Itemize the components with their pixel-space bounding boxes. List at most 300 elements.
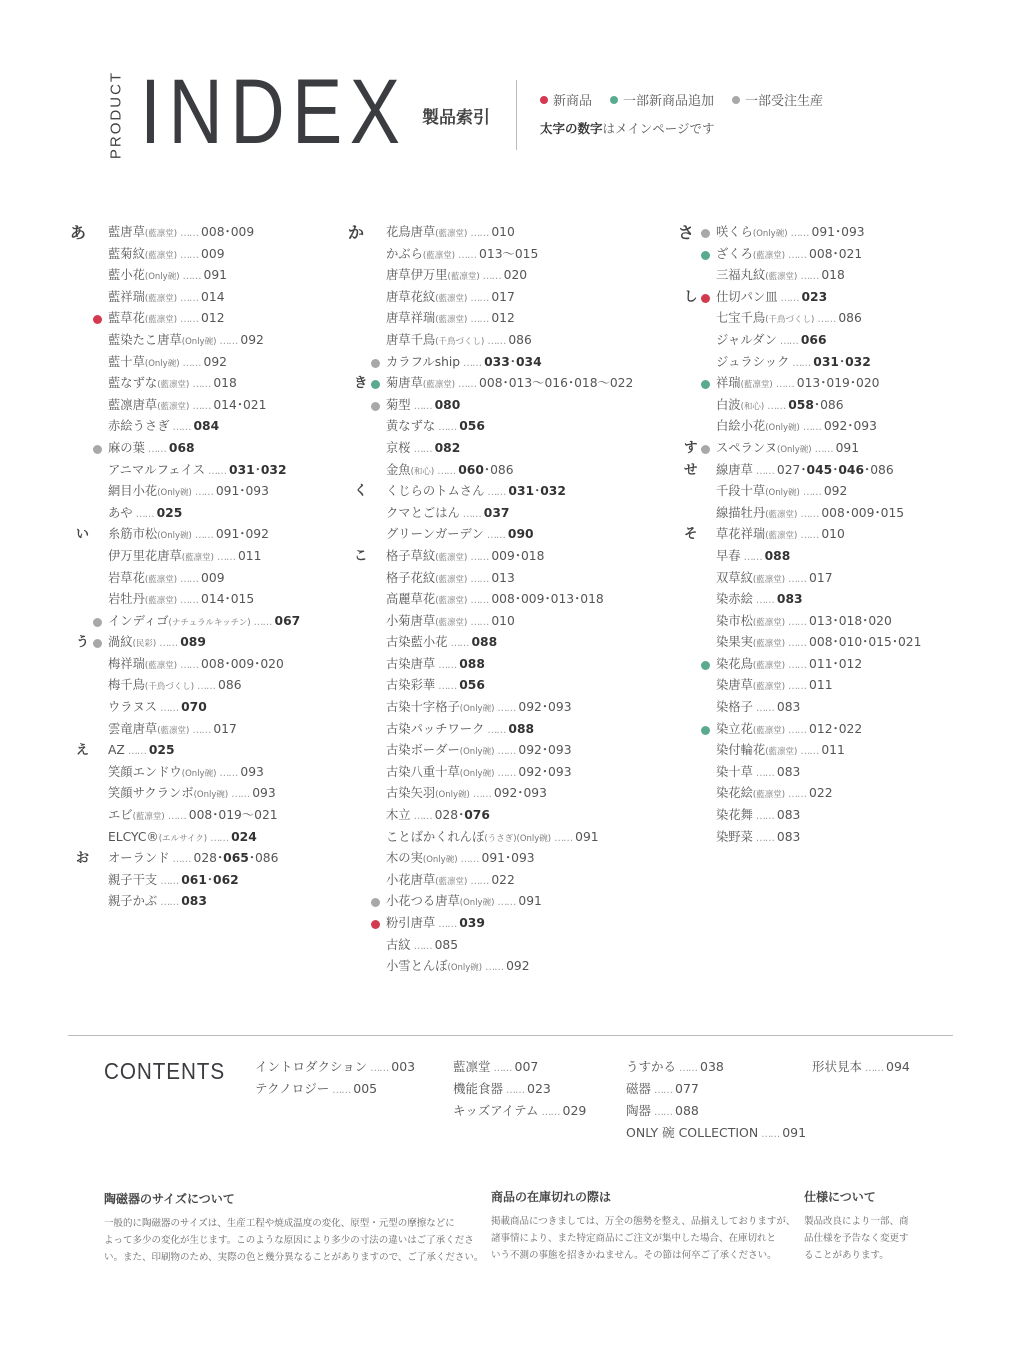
leader-dots: …… xyxy=(370,1063,389,1074)
index-entry-body xyxy=(716,395,844,419)
product-name: 染赤絵 xyxy=(716,592,753,607)
product-name: 雲竜唐草 xyxy=(108,721,158,736)
product-series: (Only碗) xyxy=(157,488,192,499)
product-name: スペランヌ xyxy=(716,440,777,455)
product-series: (藍凛堂) xyxy=(144,660,178,671)
page-separator: ･ xyxy=(505,851,512,866)
leader-dots: …… xyxy=(192,400,211,412)
product-series: (ナチュラルキッチン) xyxy=(168,617,251,628)
product-name: 藍菊紋 xyxy=(108,246,145,261)
page-number: 012 xyxy=(838,656,863,671)
legend xyxy=(540,90,841,109)
index-entry-body xyxy=(108,589,254,613)
product-name: 糸筋市松 xyxy=(108,527,158,542)
page-separator: ･ xyxy=(224,225,231,239)
contents-page: 029 xyxy=(562,1103,587,1118)
contents-item[interactable] xyxy=(453,1059,538,1077)
page-number: 093 xyxy=(548,700,572,715)
index-entry-body xyxy=(386,913,485,936)
page-number: 092 xyxy=(506,959,530,974)
product-series: (藍凛堂) xyxy=(765,531,798,542)
index-entry-body xyxy=(108,827,257,851)
product-name: 古染十字格子 xyxy=(386,700,460,715)
page-separator: ･ xyxy=(514,548,521,563)
leader-dots: …… xyxy=(194,487,213,499)
index-entry-body xyxy=(386,611,515,635)
page-number: 083 xyxy=(776,592,803,607)
page-separator: ･ xyxy=(541,764,549,779)
contents-item[interactable] xyxy=(626,1081,699,1099)
product-series: (藍凛堂) xyxy=(765,509,798,520)
index-entry-body xyxy=(386,740,572,764)
status-dot-icon xyxy=(701,251,710,260)
leader-dots: …… xyxy=(180,249,199,261)
page-number: 009 xyxy=(230,225,255,239)
page-separator: ･ xyxy=(891,635,898,650)
product-series: (藍凛堂) xyxy=(752,617,786,628)
product-name: 染唐草 xyxy=(716,678,753,693)
index-entry-body xyxy=(716,308,862,332)
page-number: 011 xyxy=(809,678,833,693)
note-heading: 商品の在庫切れの際は xyxy=(491,1190,612,1204)
page-number: 065 xyxy=(223,851,249,866)
page-number: 082 xyxy=(434,440,461,455)
leader-dots: …… xyxy=(135,508,154,520)
kana-heading: こ xyxy=(354,547,368,564)
page-number: 086 xyxy=(218,678,242,693)
index-entry-body xyxy=(108,891,207,914)
product-series: (藍凛堂) xyxy=(422,380,456,391)
page-number: 086 xyxy=(820,397,844,412)
page-number: 083 xyxy=(776,829,801,844)
page-number: 032 xyxy=(845,354,871,369)
index-entry-body xyxy=(386,956,530,980)
leader-dots: …… xyxy=(219,767,238,779)
page-number: 013 xyxy=(809,613,833,628)
product-series: (藍凛堂) xyxy=(435,596,468,607)
status-dot-icon xyxy=(701,661,710,670)
product-name: 藍草花 xyxy=(108,311,145,326)
product-name: 高麗草花 xyxy=(386,592,436,607)
page-number: 017 xyxy=(491,289,515,304)
product-name: エビ xyxy=(108,808,133,823)
contents-item[interactable] xyxy=(626,1059,724,1077)
index-entry-body xyxy=(386,373,633,397)
page-number: 009 xyxy=(520,592,545,607)
contents-label: 機能食器 xyxy=(453,1081,504,1096)
leader-dots: …… xyxy=(192,724,211,736)
leader-dots: …… xyxy=(172,422,191,434)
page-number: 011 xyxy=(809,656,833,671)
status-dot-icon xyxy=(701,445,710,454)
index-entry-body xyxy=(108,675,242,699)
product-series: (Only碗) xyxy=(193,790,229,801)
page-separator: ･ xyxy=(813,397,821,412)
page-number: 020 xyxy=(856,376,880,391)
note-text xyxy=(804,1213,934,1264)
page-separator: ･ xyxy=(541,700,549,715)
page-separator: ･ xyxy=(534,484,541,499)
page-separator: ･ xyxy=(509,354,516,369)
page-number: 084 xyxy=(193,419,220,434)
page-number: 058 xyxy=(788,397,814,412)
leader-dots: …… xyxy=(208,465,227,477)
page-number: 028 xyxy=(434,808,459,823)
page-number: 010 xyxy=(491,613,515,628)
index-entry-body xyxy=(386,546,544,570)
page-number: 015 xyxy=(880,505,905,520)
product-series: (藍凛堂) xyxy=(144,250,178,261)
page-number: 013 xyxy=(796,376,821,391)
page-number: 012 xyxy=(809,721,833,736)
leader-dots: …… xyxy=(755,811,774,823)
index-entry-body xyxy=(716,589,803,612)
leader-dots: …… xyxy=(486,530,505,542)
page-number: 088 xyxy=(471,635,498,650)
index-entry-body xyxy=(386,460,514,484)
index-entry-body xyxy=(386,287,515,311)
leader-dots: …… xyxy=(788,681,807,693)
leader-dots: …… xyxy=(654,1107,673,1118)
product-series: (藍凛堂) xyxy=(157,380,190,391)
product-name: 金魚 xyxy=(386,462,411,477)
index-entry-body xyxy=(716,632,921,656)
product-name: 染花絵 xyxy=(716,786,753,801)
kana-heading: く xyxy=(354,483,368,500)
product-series: (藍凛堂) xyxy=(752,574,786,585)
page-number: 086 xyxy=(838,311,862,326)
page-number: 091 xyxy=(575,829,599,844)
leader-dots: …… xyxy=(460,854,479,866)
page-number: 091 xyxy=(203,268,227,283)
page-number: 022 xyxy=(491,872,515,887)
contents-item[interactable] xyxy=(626,1103,699,1121)
contents-item[interactable] xyxy=(453,1103,586,1121)
page-separator: ･ xyxy=(236,397,243,412)
product-name: 染市松 xyxy=(716,613,753,628)
leader-dots: …… xyxy=(790,228,809,239)
product-name: 咲くら xyxy=(716,225,753,239)
page-separator: ･ xyxy=(832,613,839,628)
note-line: 一般的に陶磁器のサイズは、生産工程や焼成温度の変化、原型・元型の摩擦などに xyxy=(104,1218,455,1229)
product-name: 親子干支 xyxy=(108,872,158,887)
page-separator: ･ xyxy=(820,376,827,391)
status-dot-icon xyxy=(93,639,102,648)
product-series: (Only碗) xyxy=(459,704,495,715)
leader-dots: …… xyxy=(487,487,506,499)
page-separator: ･ xyxy=(800,462,807,477)
contents-page: 003 xyxy=(391,1059,416,1074)
product-name: 古染八重十草 xyxy=(386,764,460,779)
product-series: (藍凛堂) xyxy=(435,617,468,628)
index-entry-body xyxy=(716,827,800,850)
kana-heading: そ xyxy=(684,526,698,543)
page-number: 083 xyxy=(776,808,801,823)
leader-dots: …… xyxy=(493,1063,512,1074)
page-subtitle: 製品索引 xyxy=(422,108,490,128)
index-entry-body xyxy=(716,675,833,699)
page-number: 091 xyxy=(811,225,835,239)
index-entry-body xyxy=(716,546,790,569)
contents-item[interactable] xyxy=(626,1125,806,1143)
page-number: 061 xyxy=(181,872,207,887)
status-dot-icon xyxy=(371,920,380,929)
product-name: 唐草千鳥 xyxy=(386,332,436,347)
product-series: (エルサイク) xyxy=(158,833,208,844)
page-number: 086 xyxy=(254,851,279,866)
product-name: 古染ボーダー xyxy=(386,743,460,758)
note-heading: 仕様について xyxy=(804,1190,876,1204)
product-name: AZ xyxy=(108,743,125,758)
leader-dots: …… xyxy=(470,228,489,239)
leader-dots: …… xyxy=(167,811,186,823)
leader-dots: …… xyxy=(788,616,807,628)
page-number: 070 xyxy=(181,700,207,715)
index-entry-body xyxy=(716,762,800,785)
product-name: 渦紋 xyxy=(108,635,133,650)
index-entry-body xyxy=(386,848,535,872)
page-separator: ･ xyxy=(254,462,261,477)
index-entry-body xyxy=(386,568,515,592)
leader-dots: …… xyxy=(127,746,146,758)
page-number: 088 xyxy=(764,548,791,563)
product-series: (Only碗) xyxy=(459,747,495,758)
product-name: 唐草祥瑞 xyxy=(386,311,436,326)
page-separator: ･ xyxy=(212,808,219,823)
page-number: 018 xyxy=(520,548,545,563)
index-entry-body xyxy=(386,265,527,289)
page-number: 027 xyxy=(776,462,801,477)
index-entry-body xyxy=(108,546,261,570)
page-separator: ･ xyxy=(849,376,857,391)
note-line: い。また、印刷物のため、実際の色と幾分異なることがありますので、ご了承ください。 xyxy=(104,1252,484,1263)
product-series: (藍凛堂) xyxy=(435,876,468,887)
page-number: 017 xyxy=(809,570,833,585)
contents-label: ONLY 碗 COLLECTION xyxy=(626,1125,759,1140)
product-name: 線唐草 xyxy=(716,462,753,477)
contents-page: 005 xyxy=(353,1081,378,1096)
page-separator: ･ xyxy=(239,527,246,542)
index-entry-body xyxy=(386,827,599,851)
page-number: 019 xyxy=(826,376,850,391)
contents-divider xyxy=(68,1035,953,1036)
product-name: 双草紋 xyxy=(716,570,753,585)
product-series: (うさぎ)(Only碗) xyxy=(484,833,552,844)
page-separator: ･ xyxy=(832,721,839,736)
status-dot-icon xyxy=(701,229,710,238)
page-separator: ･ xyxy=(832,246,839,261)
product-name: ざくろ xyxy=(716,246,753,261)
page-number: 008 xyxy=(821,505,845,520)
page-number: 092 xyxy=(203,354,227,369)
contents-item[interactable] xyxy=(812,1059,910,1077)
product-series: (藍凛堂) xyxy=(435,315,468,326)
page-number: 017 xyxy=(213,721,237,736)
contents-page: 088 xyxy=(675,1103,699,1118)
page-number: 020 xyxy=(868,613,892,628)
product-name: 藍唐草 xyxy=(108,225,145,239)
product-name: 七宝千鳥 xyxy=(716,311,766,326)
legend-dot-icon xyxy=(732,96,740,104)
product-series: (Only碗) xyxy=(181,336,217,347)
product-name: 小雪とんぼ xyxy=(386,959,448,974)
product-series: (藍凛堂) xyxy=(157,725,190,736)
legend-dot-icon xyxy=(540,96,548,104)
status-dot-icon xyxy=(93,445,102,454)
leader-dots: …… xyxy=(182,271,201,283)
page-number: 039 xyxy=(459,916,485,930)
page-number: 086 xyxy=(870,462,894,477)
contents-label: 形状見本 xyxy=(812,1059,863,1074)
kana-heading: あ xyxy=(70,223,87,242)
contents-page: 091 xyxy=(782,1125,807,1140)
page-number: 068 xyxy=(168,440,195,455)
kana-heading: う xyxy=(76,635,90,651)
kana-heading: せ xyxy=(684,461,698,478)
product-series: (藍凛堂) xyxy=(752,660,786,671)
leader-dots: …… xyxy=(800,508,819,520)
index-entry-body xyxy=(108,848,278,871)
page-separator: ･ xyxy=(847,419,854,434)
leader-dots: …… xyxy=(792,357,811,369)
contents-item[interactable] xyxy=(255,1081,377,1099)
contents-label: 磁器 xyxy=(626,1081,652,1096)
index-entry-body xyxy=(386,891,542,915)
page-separator: ･ xyxy=(544,592,551,607)
page-number: 093 xyxy=(853,419,877,434)
page-separator: ･ xyxy=(838,354,846,369)
index-entry-body xyxy=(108,762,264,786)
leader-dots: …… xyxy=(231,789,250,801)
index-entry-body xyxy=(386,330,532,354)
page-separator: ･ xyxy=(502,376,509,391)
product-name: 菊型 xyxy=(386,397,411,412)
kana-heading: し xyxy=(684,288,698,305)
index-entry-body xyxy=(716,805,800,828)
product-name: インディゴ xyxy=(108,613,169,628)
page-number: 022 xyxy=(809,786,833,801)
page-separator: ･ xyxy=(254,656,261,671)
page-separator: ･ xyxy=(239,484,246,499)
page-number: 018 xyxy=(838,613,863,628)
page-separator: ･ xyxy=(517,786,524,801)
page-number: 014 xyxy=(201,592,225,607)
note-line: ることがあります。 xyxy=(804,1250,889,1261)
page-number: 008 xyxy=(491,592,515,607)
index-entry-body xyxy=(716,373,880,397)
page-number: 010 xyxy=(821,527,845,542)
page-number: 032 xyxy=(540,484,566,499)
product-series: (千鳥づくし) xyxy=(144,682,195,693)
leader-dots: …… xyxy=(755,767,774,779)
note-line: 製品改良により一部、商 xyxy=(804,1216,909,1227)
page-separator: ･ xyxy=(844,505,851,520)
leader-dots: …… xyxy=(865,1063,884,1074)
product-name: 赤絵うさぎ xyxy=(108,419,170,434)
product-name: 唐草花紋 xyxy=(386,289,436,304)
index-entry-body xyxy=(386,244,538,268)
product-series: (和心) xyxy=(410,466,435,477)
index-entry-body xyxy=(108,222,254,246)
leader-dots: …… xyxy=(497,897,516,909)
leader-dots: …… xyxy=(438,681,457,693)
product-name: 染野菜 xyxy=(716,829,753,844)
contents-label: 藍凛堂 xyxy=(453,1059,491,1074)
product-series: (藍凛堂) xyxy=(435,293,468,304)
leader-dots: …… xyxy=(219,335,238,347)
page-number: 015 xyxy=(230,592,255,607)
index-entry-body xyxy=(386,589,604,613)
product-name: 三福丸紋 xyxy=(716,268,766,283)
page-number: 008 xyxy=(201,656,225,671)
page-number: 031 xyxy=(508,484,535,499)
product-label: PRODUCT xyxy=(107,70,125,160)
index-entry-body xyxy=(108,870,239,893)
page-number: 009 xyxy=(230,656,255,671)
page-number: 091 xyxy=(835,440,860,455)
product-name: オーランド xyxy=(108,851,170,866)
legend-item xyxy=(540,94,592,109)
page-number: 032 xyxy=(260,462,287,477)
page-separator: ･ xyxy=(835,225,842,239)
page-number: 021 xyxy=(838,246,863,261)
contents-page: 077 xyxy=(675,1081,699,1096)
product-name: 早春 xyxy=(716,548,741,563)
leader-dots: …… xyxy=(180,659,199,671)
product-name: 古染唐草 xyxy=(386,656,436,671)
leader-dots: …… xyxy=(800,530,819,542)
contents-title: CONTENTS xyxy=(104,1058,226,1084)
product-name: 花鳥唐草 xyxy=(386,225,436,239)
product-name: 藍十草 xyxy=(108,354,145,369)
page-number: 009 xyxy=(850,505,875,520)
index-entry-body xyxy=(108,416,219,439)
page-number: 031 xyxy=(813,354,839,369)
leader-dots: …… xyxy=(180,314,199,326)
product-name: 草花祥瑞 xyxy=(716,527,766,542)
note-text xyxy=(104,1215,484,1266)
leader-dots: …… xyxy=(470,616,489,628)
product-name: 菊唐草 xyxy=(386,376,423,391)
index-entry-body xyxy=(716,740,845,764)
contents-item[interactable] xyxy=(453,1081,551,1099)
leader-dots: …… xyxy=(253,616,272,628)
note-line: よって多少の変化が生じます。このような原因により多少の寸法の違いはご了承くださ xyxy=(104,1235,474,1246)
contents-item[interactable] xyxy=(255,1059,415,1077)
product-series: (藍凛堂) xyxy=(144,315,178,326)
page-number: 018〜022 xyxy=(574,376,634,391)
product-series: (Only碗) xyxy=(422,855,458,866)
leader-dots: …… xyxy=(216,551,235,563)
page-number: 093 xyxy=(548,764,572,779)
kana-heading: き xyxy=(354,375,368,392)
leader-dots: …… xyxy=(802,487,821,499)
leader-dots: …… xyxy=(554,832,573,844)
page-separator: ･ xyxy=(514,592,521,607)
leader-dots: …… xyxy=(438,919,457,930)
index-entry-body xyxy=(386,654,485,677)
kana-heading: か xyxy=(348,223,365,242)
index-entry-body xyxy=(716,611,892,635)
product-series: (藍凛堂) xyxy=(435,574,468,585)
leader-dots: …… xyxy=(485,962,504,974)
leader-dots: …… xyxy=(194,530,213,542)
page-separator: ･ xyxy=(224,592,231,607)
product-series: (Only碗) xyxy=(459,768,495,779)
product-name: 染格子 xyxy=(716,700,753,715)
page-number: 023 xyxy=(801,289,828,304)
page-title: INDEX xyxy=(140,61,408,163)
